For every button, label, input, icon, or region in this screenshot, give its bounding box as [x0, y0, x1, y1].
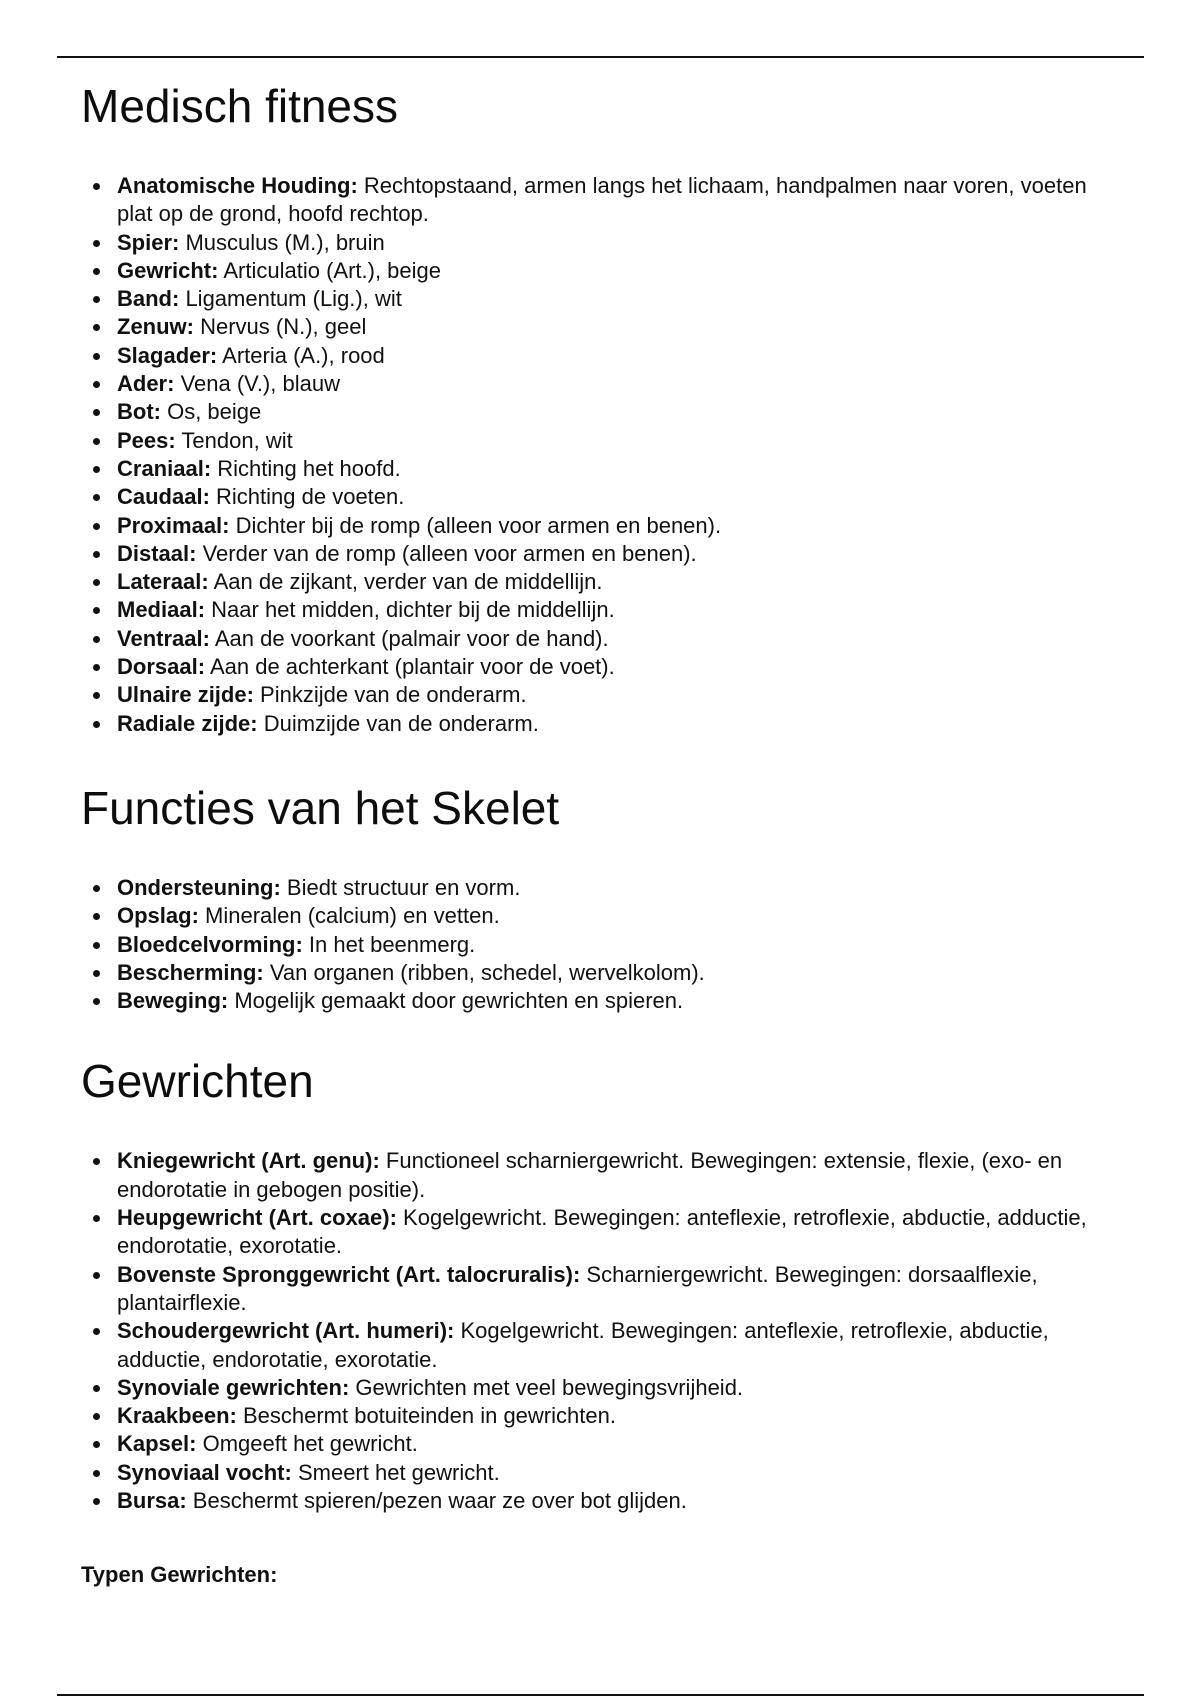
list-item [81, 172, 1121, 229]
list-item-description: Richting het hoofd. [211, 455, 401, 481]
list-item-term: Anatomische Houding: [117, 173, 358, 198]
list-item-description: Musculus (M.), bruin [179, 229, 385, 255]
gewrichten-list [81, 1147, 1121, 1515]
list-item-term: Synoviaal vocht: [117, 1459, 292, 1485]
list-item-term: Bescherming: [117, 959, 264, 985]
list-item [81, 625, 1121, 653]
list-item-description: Kogelgewricht. Bewegingen: anteflexie, retroflexie, abductie, adductie, endorotatie, exorotatie. [117, 1318, 1049, 1372]
list-item-term: Slagader: [117, 342, 218, 368]
list-item-term: Ulnaire zijde: [117, 682, 254, 708]
list-item [81, 902, 1121, 930]
list-item-description: Verder van de romp (alleen voor armen en benen). [196, 540, 697, 566]
list-item-term: Bloedcelvorming: [117, 931, 303, 957]
list-item-description: Os, beige [160, 399, 262, 425]
list-item-term: Ventraal: [117, 625, 210, 651]
list-item-term: Schoudergewricht (Art. humeri): [117, 1318, 455, 1344]
list-item-description: Duimzijde van de onderarm. [257, 710, 539, 736]
list-item-term: Bursa: [117, 1487, 187, 1513]
bottom-rule [57, 1694, 1144, 1696]
list-item-term: Kapsel: [117, 1431, 197, 1457]
list-item-term: Bot: [117, 399, 161, 425]
list-item-term: Lateraal: [117, 569, 209, 595]
list-item-term: Synoviale gewrichten: [117, 1374, 350, 1400]
list-item-term: Opslag: [117, 903, 199, 929]
list-item-term: Mediaal: [117, 597, 206, 623]
list-item-description: In het beenmerg. [302, 931, 476, 957]
list-item-description: Pinkzijde van de onderarm. [253, 682, 527, 708]
list-item-description: Aan de achterkant (plantair voor de voet). [205, 654, 615, 680]
medisch-fitness-list [81, 172, 1121, 738]
list-item [81, 455, 1121, 483]
list-item-term: Gewricht: [117, 257, 219, 283]
list-item [81, 874, 1121, 902]
list-item-term: Radiale zijde: [117, 710, 258, 736]
list-item-description: Dichter bij de romp (alleen voor armen en benen). [229, 512, 722, 538]
list-item-description: Tendon, wit [175, 427, 293, 453]
list-item-description: Mineralen (calcium) en vetten. [198, 903, 500, 929]
list-item-description: Richting de voeten. [209, 484, 405, 510]
list-item [81, 229, 1121, 257]
list-item [81, 370, 1121, 398]
heading-medisch-fitness: Medisch fitness [81, 80, 399, 132]
list-item [81, 512, 1121, 540]
list-item-description: Aan de voorkant (palmair voor de hand). [209, 625, 609, 651]
list-item [81, 1204, 1121, 1261]
list-item-description: Kogelgewricht. Bewegingen: anteflexie, retroflexie, abductie, adductie, endorotatie, exorotatie. [117, 1205, 1087, 1259]
list-item-term: Beweging: [117, 988, 229, 1014]
list-item [81, 257, 1121, 285]
list-item-description: Nervus (N.), geel [194, 314, 367, 340]
list-item-term: Distaal: [117, 540, 197, 566]
list-item [81, 427, 1121, 455]
list-item-description: Aan de zijkant, verder van de middellijn. [208, 569, 603, 595]
list-item-description: Van organen (ribben, schedel, wervelkolom). [263, 959, 705, 985]
list-item [81, 653, 1121, 681]
list-item [81, 1430, 1121, 1458]
list-item-term: Bovenste Spronggewricht (Art. talocruralis): [117, 1261, 581, 1287]
list-item [81, 398, 1121, 426]
list-item-term: Kniegewricht (Art. genu): [117, 1148, 380, 1174]
list-item-term: Dorsaal: [117, 654, 206, 680]
list-item-description: Omgeeft het gewricht. [196, 1431, 418, 1457]
list-item-description: Rechtopstaand, armen langs het lichaam, handpalmen naar voren, voeten plat op de grond, hoofd rechtop. [117, 173, 1087, 227]
list-item-term: Caudaal: [117, 484, 210, 510]
list-item-term: Spier: [117, 229, 180, 255]
list-item [81, 1147, 1121, 1204]
list-item-description: Naar het midden, dichter bij de middellijn. [205, 597, 615, 623]
list-item [81, 931, 1121, 959]
list-item-term: Proximaal: [117, 512, 230, 538]
list-item [81, 1402, 1121, 1430]
list-item-term: Craniaal: [117, 455, 212, 481]
list-item-term: Heupgewricht (Art. coxae): [117, 1205, 397, 1231]
list-item [81, 540, 1121, 568]
list-item [81, 1261, 1121, 1318]
list-item [81, 1487, 1121, 1515]
functies-skelet-list [81, 874, 1121, 1015]
list-item-description: Scharniergewricht. Bewegingen: dorsaalflexie, plantairflexie. [117, 1261, 1038, 1315]
heading-gewrichten: Gewrichten [81, 1055, 314, 1108]
list-item [81, 1459, 1121, 1487]
list-item [81, 987, 1121, 1015]
list-item-description: Vena (V.), blauw [174, 371, 340, 397]
list-item [81, 285, 1121, 313]
list-item-description: Biedt structuur en vorm. [280, 874, 521, 900]
list-item-description: Articulatio (Art.), beige [218, 257, 442, 283]
list-item [81, 710, 1121, 738]
list-item [81, 483, 1121, 511]
list-item [81, 1317, 1121, 1374]
document-body [81, 74, 1121, 1589]
subheading-typen-gewrichten: Typen Gewrichten: [81, 1562, 278, 1588]
list-item [81, 342, 1121, 370]
list-item [81, 681, 1121, 709]
list-item-term: Zenuw: [117, 314, 194, 340]
list-item-description: Functioneel scharniergewricht. Bewegingen: extensie, flexie, (exo- en endorotatie in gebogen positie). [117, 1148, 1063, 1202]
list-item-description: Gewrichten met veel bewegingsvrijheid. [349, 1374, 744, 1400]
list-item-description: Mogelijk gemaakt door gewrichten en spieren. [228, 988, 684, 1014]
list-item [81, 596, 1121, 624]
list-item-term: Band: [117, 286, 180, 312]
heading-functies-skelet: Functies van het Skelet [81, 781, 560, 834]
list-item-term: Pees: [117, 427, 176, 453]
list-item-term: Ader: [117, 371, 175, 397]
list-item-description: Ligamentum (Lig.), wit [179, 286, 402, 312]
list-item-term: Kraakbeen: [117, 1403, 237, 1429]
list-item-description: Beschermt spieren/pezen waar ze over bot glijden. [186, 1487, 687, 1513]
list-item-term: Ondersteuning: [117, 874, 281, 900]
top-rule [57, 56, 1144, 58]
list-item [81, 568, 1121, 596]
list-item [81, 959, 1121, 987]
list-item-description: Smeert het gewricht. [291, 1459, 500, 1485]
list-item [81, 1374, 1121, 1402]
list-item [81, 313, 1121, 341]
list-item-description: Beschermt botuiteinden in gewrichten. [236, 1403, 616, 1429]
list-item-description: Arteria (A.), rood [217, 342, 385, 368]
